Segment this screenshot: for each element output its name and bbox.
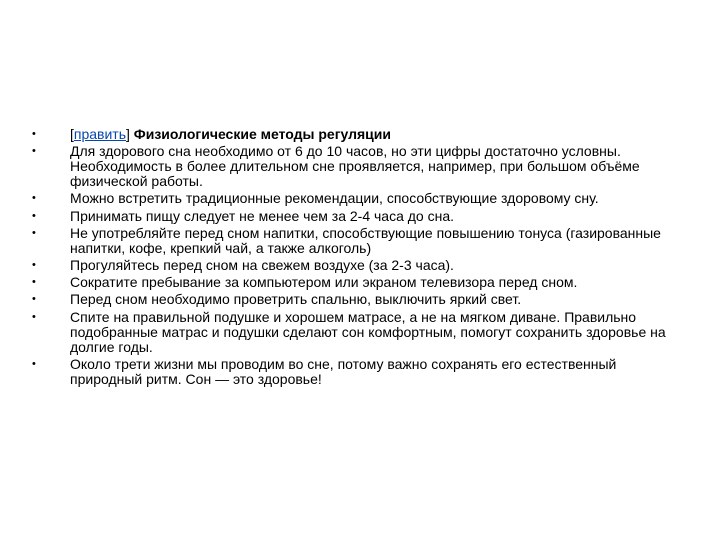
- list-item-text: Для здорового сна необходимо от 6 до 10 часов, но эти цифры достаточно условны. Необходимость в более длительном сне проявляется, например, при большом объёме физической работы.: [70, 143, 640, 190]
- list-item-text: Можно встретить традиционные рекомендации, способствующие здоровому сну.: [70, 190, 599, 207]
- bullet-dot: •: [32, 128, 36, 140]
- list-item: [32, 144, 692, 189]
- edit-link[interactable]: править: [73, 126, 127, 142]
- bullet-dot: •: [32, 192, 36, 205]
- list-item: [32, 275, 692, 290]
- list-item: [32, 292, 692, 307]
- bullet-dot: •: [32, 226, 36, 239]
- list-item-text: Принимать пищу следует не менее чем за 2-4 часа до сна.: [70, 207, 455, 224]
- bullet-dot: •: [32, 258, 36, 271]
- list-item-text: Спите на правильной подушке и хорошем матрасе, а не на мягком диване. Правильно подобранные матрас и подушки сделают сон комфортным, помогут сохранить здоровье на долгие годы.: [70, 308, 666, 355]
- list-item: [32, 357, 692, 387]
- list-item-text: Сократите пребывание за компьютером или экраном телевизора перед сном.: [70, 274, 578, 291]
- bullet-dot: •: [32, 209, 36, 222]
- bullet-dot: •: [32, 310, 36, 323]
- list-item: [32, 226, 692, 256]
- bullet-dot: •: [32, 357, 36, 370]
- bullet-dot: •: [32, 276, 36, 289]
- section-title: Физиологические методы регуляции: [129, 126, 392, 142]
- section-heading: [70, 127, 692, 142]
- list-item: [32, 209, 692, 224]
- list-item-text: Перед сном необходимо проветрить спальню, выключить яркий свет.: [70, 291, 522, 308]
- bullet-dot: •: [32, 145, 36, 158]
- bullet-list: [32, 127, 692, 389]
- open-bracket: [: [70, 126, 74, 142]
- heading-item: [32, 127, 692, 142]
- list-item: [32, 191, 692, 206]
- list-item: [32, 310, 692, 355]
- list-item-text: Прогуляйтесь перед сном на свежем воздухе (за 2-3 часа).: [70, 256, 454, 273]
- list-item-text: Около трети жизни мы проводим во сне, потому важно сохранять его естественный природный ритм. Сон — это здоровье!: [70, 355, 617, 387]
- close-bracket: ]: [126, 126, 130, 142]
- list-item: [32, 258, 692, 273]
- list-item-text: Не употребляйте перед сном напитки, способствующие повышению тонуса (газированные напитки, кофе, крепкий чай, а также алкоголь): [70, 224, 661, 256]
- bullet-dot: •: [32, 293, 36, 306]
